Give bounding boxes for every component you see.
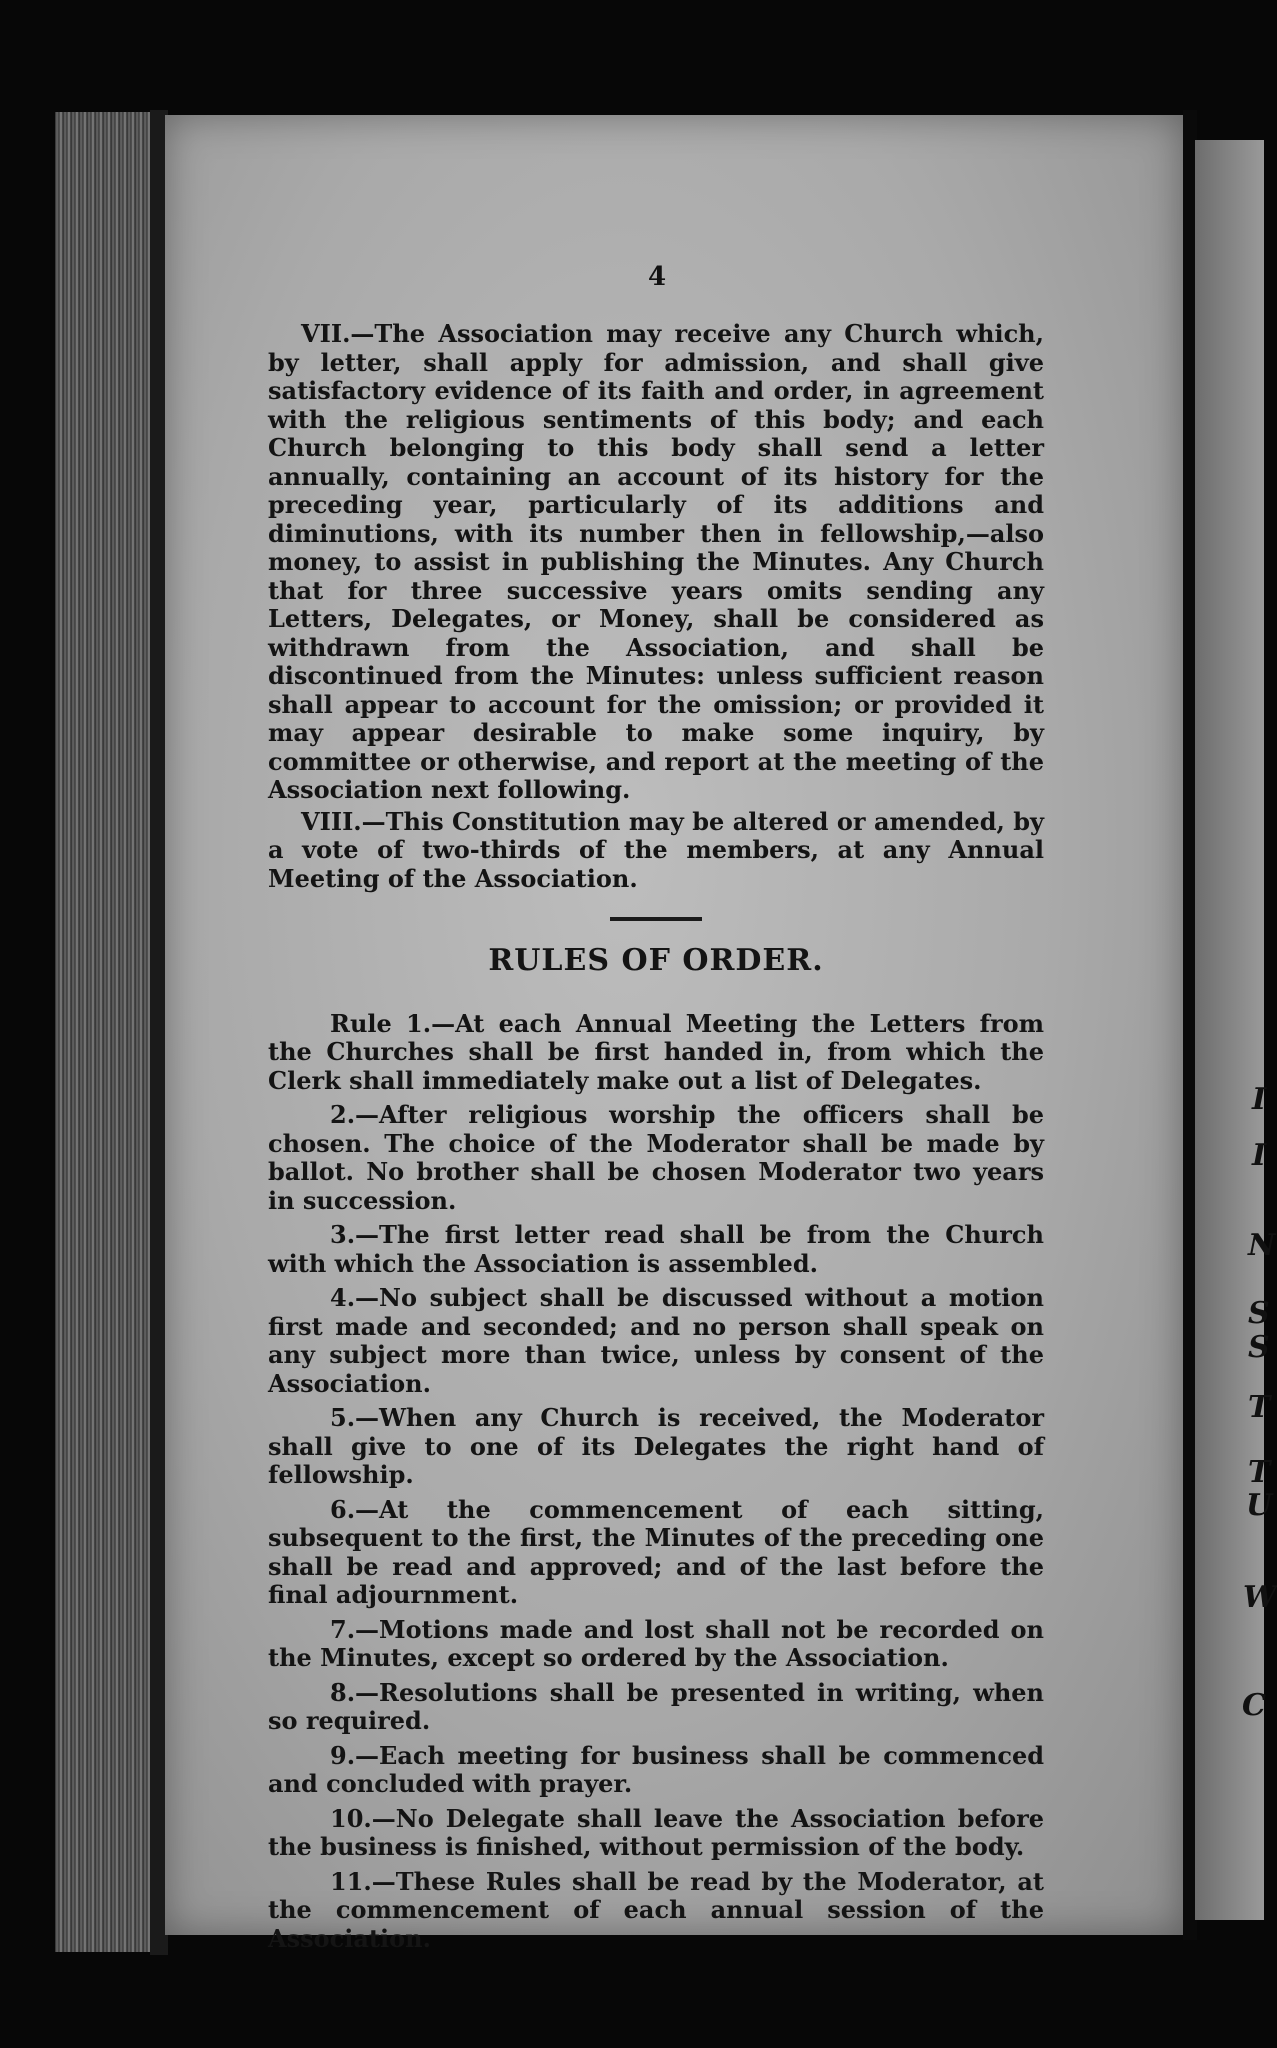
- article-viii: VIII.—This Constitution may be altered or amended, by a vote of two-thirds of the members, at any Annual Meeting of the Association.: [268, 806, 1044, 893]
- article-vii: VII.—The Association may receive any Church which, by letter, shall apply for admission, and shall give satisfactory evidence of its faith and order, in agreement with the religious sentiments of this body; and each Church belonging to this body shall send a letter annually, containing an account of its history for the preceding year, particularly of its additions and diminutions, with its number then in fellowship,—also money, to assist in publishing the Minutes. Any Church that for three successive years omits sending any Letters, Delegates, or Money, shall be considered as withdrawn from the Association, and shall be discontinued from the Minutes: unless sufficient reason shall appear to account for the omission; or provided it may appear desirable to make some inquiry, by committee or otherwise, and report at the meeting of the Association next following.: [268, 319, 1044, 804]
- adjacent-page-glyph: T: [1248, 1455, 1271, 1490]
- rule-4: 4.—No subject shall be discussed without a motion first made and seconded; and no person shall speak on any subject more than twice, unless by consent of the Association.: [268, 1283, 1044, 1398]
- adjacent-page-edge: [1195, 140, 1267, 1920]
- rule-3: 3.—The first letter read shall be from the Church with which the Association is assembled.: [268, 1220, 1044, 1278]
- page-number: 4: [648, 262, 667, 292]
- rules-heading: RULES OF ORDER.: [488, 943, 824, 978]
- book-page-edges: [55, 112, 165, 1952]
- rule-1: Rule 1.—At each Annual Meeting the Letters from the Churches shall be first handed in, from which the Clerk shall immediately make out a list of Delegates.: [268, 1008, 1044, 1095]
- adjacent-page-glyph: U: [1246, 1488, 1273, 1523]
- rule-9: 9.—Each meeting for business shall be commenced and concluded with prayer.: [268, 1740, 1044, 1798]
- adjacent-page-glyph: N: [1248, 1228, 1276, 1263]
- adjacent-page-glyph: S: [1248, 1330, 1270, 1365]
- rule-2: 2.—After religious worship the officers shall be chosen. The choice of the Moderator shall be made by ballot. No brother shall be chosen Moderator two years in succession.: [268, 1100, 1044, 1215]
- rule-7: 7.—Motions made and lost shall not be recorded on the Minutes, except so ordered by the Association.: [268, 1614, 1044, 1672]
- rule-10: 10.—No Delegate shall leave the Association before the business is finished, without permission of the body.: [268, 1803, 1044, 1861]
- rule-8: 8.—Resolutions shall be presented in writing, when so required.: [268, 1677, 1044, 1735]
- adjacent-page-glyph: I: [1252, 1082, 1267, 1117]
- rule-5: 5.—When any Church is received, the Moderator shall give to one of its Delegates the right hand of fellowship.: [268, 1403, 1044, 1489]
- adjacent-page-glyph: C: [1242, 1688, 1266, 1723]
- rule-6: 6.—At the commencement of each sitting, subsequent to the first, the Minutes of the preceding one shall be read and approved; and of the last before the final adjournment.: [268, 1494, 1044, 1609]
- adjacent-page-glyph: S: [1248, 1296, 1270, 1331]
- adjacent-page-glyph: I: [1252, 1138, 1267, 1173]
- section-divider: [610, 917, 702, 921]
- adjacent-page-glyph: W: [1243, 1580, 1277, 1615]
- rule-11: 11.—These Rules shall be read by the Moderator, at the commencement of each annual session of the Association.: [268, 1866, 1044, 1953]
- page-text: [268, 320, 1044, 1959]
- adjacent-page-glyph: T: [1248, 1390, 1271, 1425]
